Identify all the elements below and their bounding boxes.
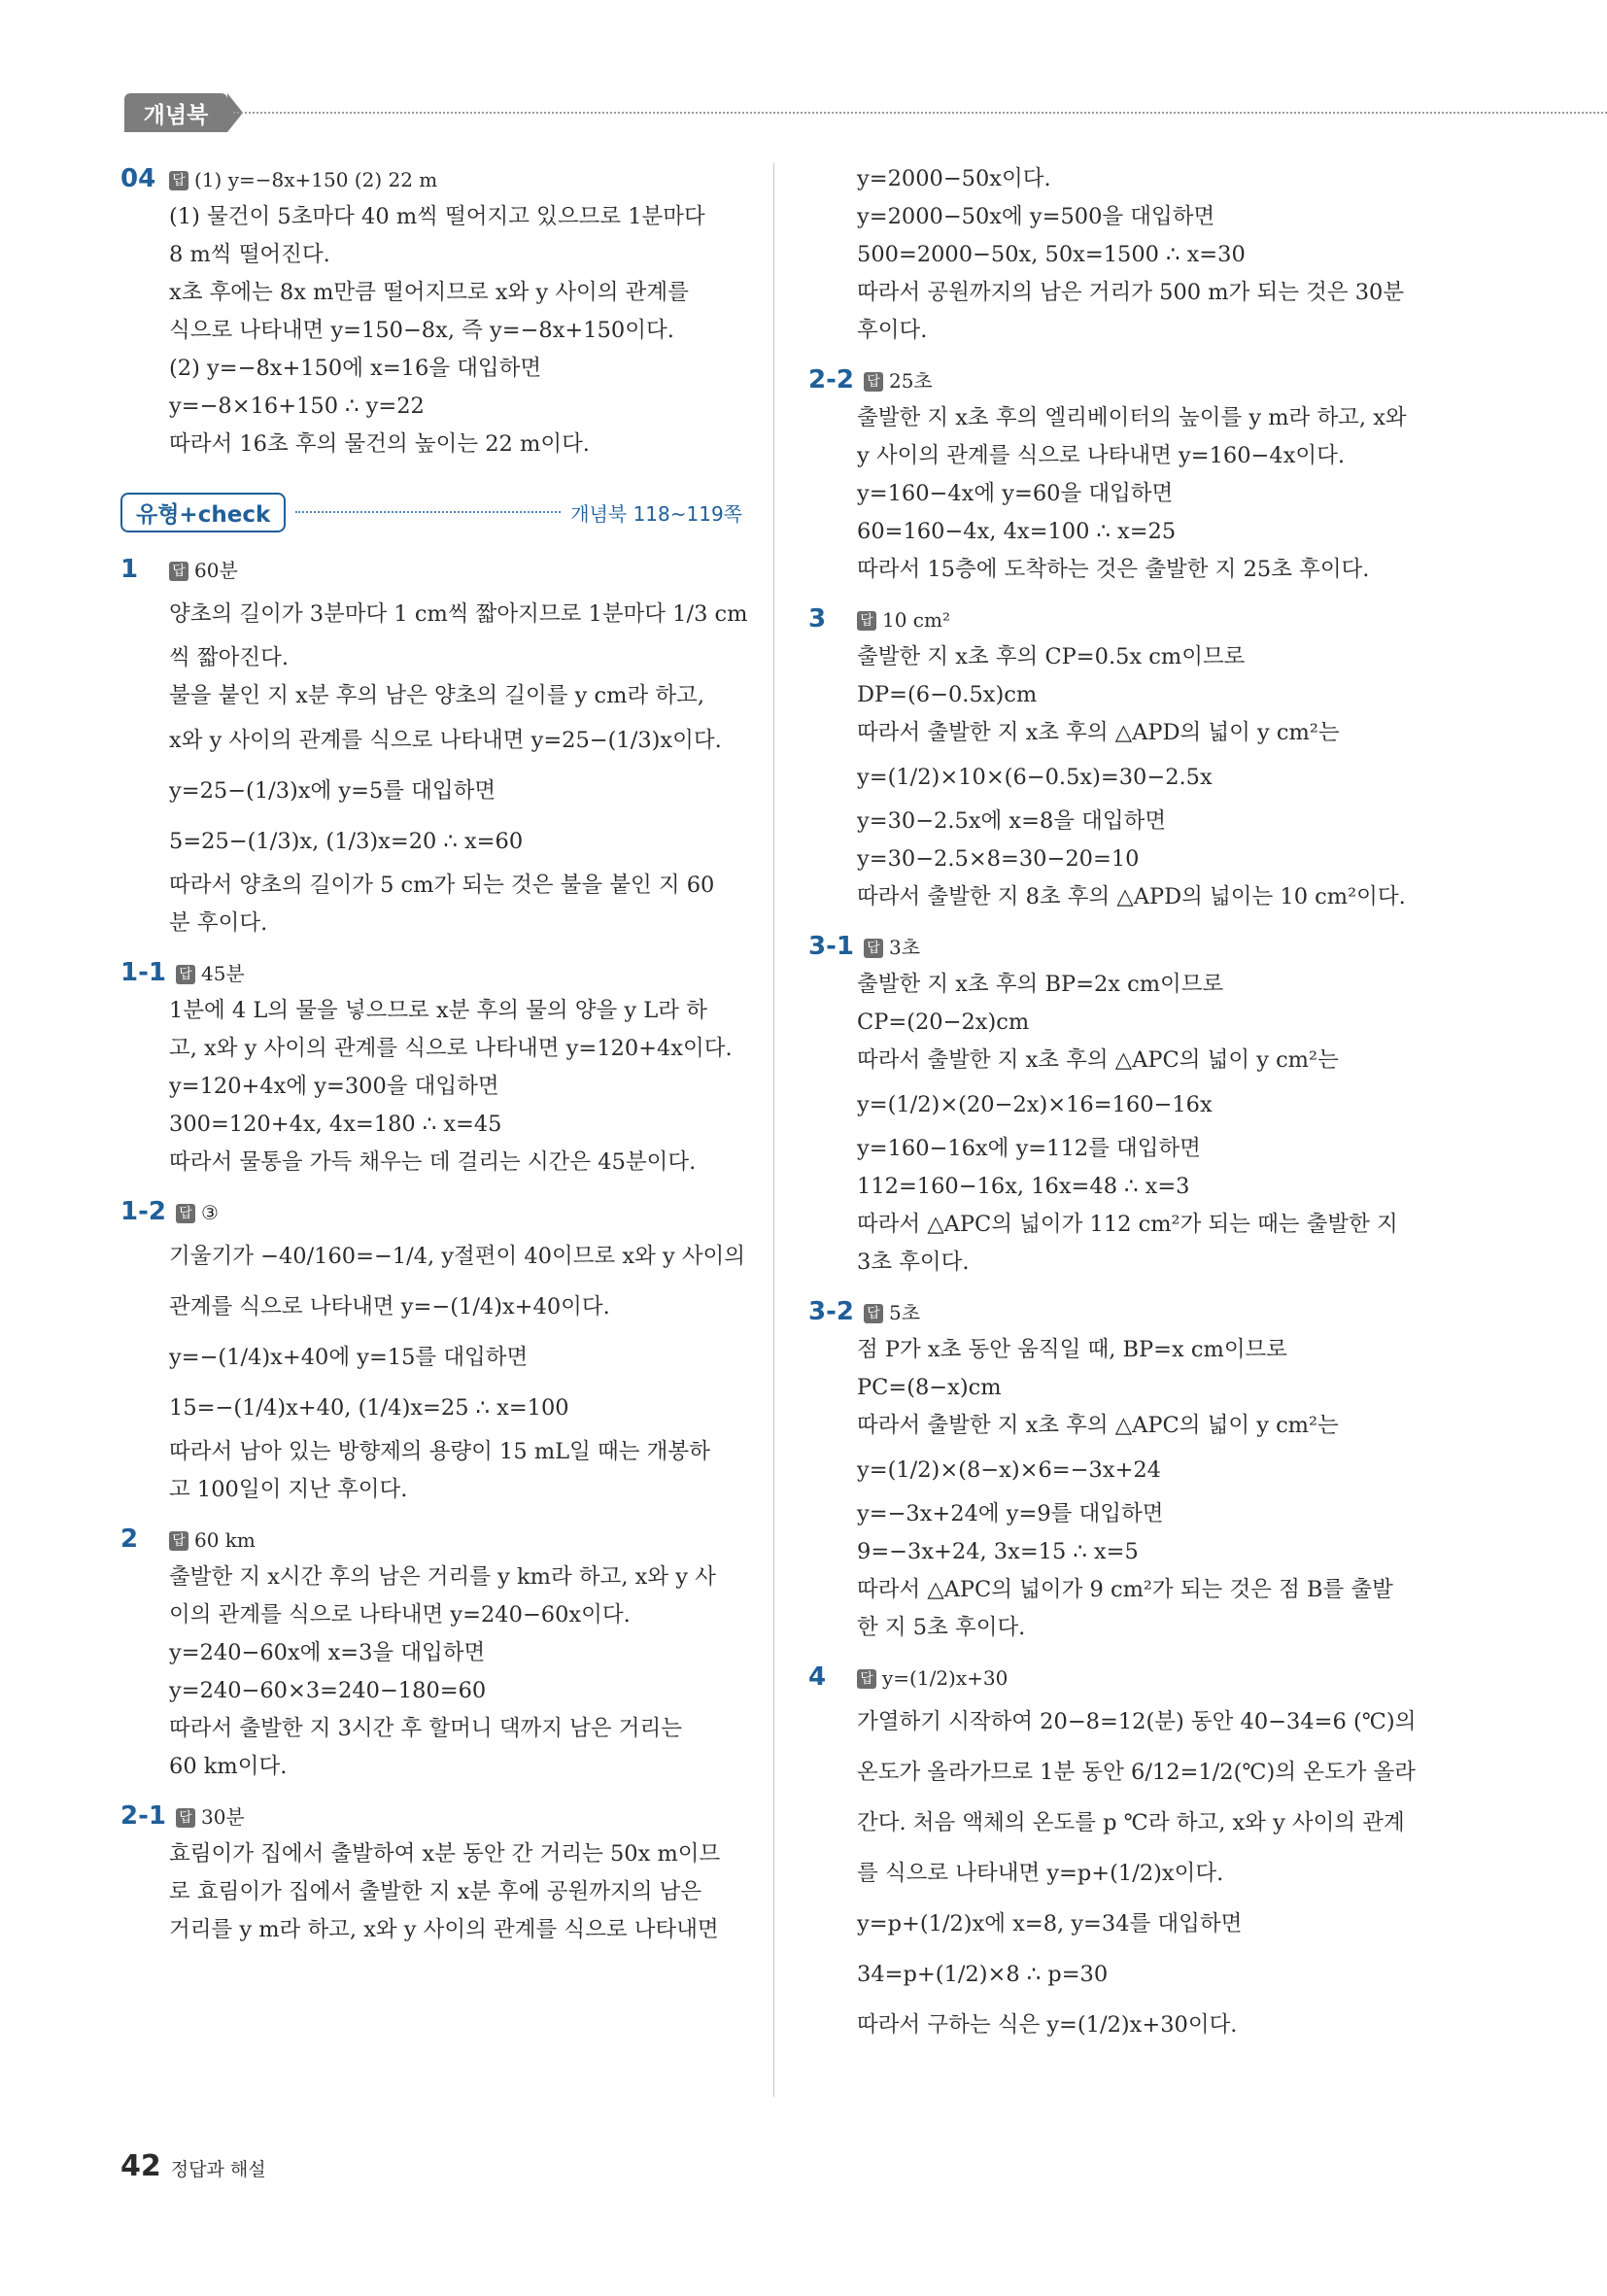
- solution-line: 60 km이다.: [169, 1754, 288, 1779]
- solution-line: 따라서 구하는 식은 y=(1/2)x+30이다.: [857, 2012, 1238, 2038]
- page-number: 42: [120, 2149, 161, 2183]
- footer: [120, 2149, 266, 2183]
- answer-mark-icon: 답: [176, 1808, 195, 1828]
- solution-line: y=−3x+24에 y=9를 대입하면: [857, 1501, 1164, 1526]
- solution-line: 한 지 5초 후이다.: [857, 1615, 1026, 1640]
- solution-line: y=(1/2)×(20−2x)×16=160−16x: [857, 1092, 1213, 1117]
- solution-line: 9=−3x+24, 3x=15 ∴ x=5: [857, 1539, 1139, 1564]
- solution-line: y=2000−50x이다.: [857, 166, 1051, 191]
- problem-number: 3-1: [808, 932, 854, 961]
- solution-line: 를 식으로 나타내면 y=p+(1/2)x이다.: [857, 1861, 1224, 1886]
- problem-number: 3-2: [808, 1297, 854, 1326]
- answer-mark-icon: 답: [864, 372, 883, 392]
- solution-line: 따라서 공원까지의 남은 거리가 500 m가 되는 것은 30분: [857, 280, 1405, 305]
- solution-line: 8 m씩 떨어진다.: [169, 242, 330, 267]
- solution-line: 출발한 지 x초 후의 엘리베이터의 높이를 y m라 하고, x와: [857, 405, 1407, 430]
- solution-line: 로 효림이가 집에서 출발한 지 x분 후에 공원까지의 남은: [169, 1879, 702, 1904]
- answer-text: 5초: [888, 1301, 921, 1324]
- solution-line: 따라서 양초의 길이가 5 cm가 되는 것은 불을 붙인 지 60: [169, 873, 715, 898]
- solution-line: 온도가 올라가므로 1분 동안 6/12=1/2(℃)의 온도가 올라: [857, 1760, 1417, 1785]
- solution-line: 불을 붙인 지 x분 후의 남은 양초의 길이를 y cm라 하고,: [169, 683, 704, 708]
- solution-line: (1) 물건이 5초마다 40 m씩 떨어지고 있으므로 1분마다: [169, 204, 705, 229]
- solution-line: y=30−2.5×8=30−20=10: [857, 846, 1140, 872]
- footer-label: 정답과 해설: [170, 2159, 266, 2180]
- solution-line: y=160−16x에 y=112를 대입하면: [857, 1136, 1201, 1161]
- answer-mark-icon: 답: [176, 965, 195, 984]
- solution-line: y=(1/2)×(8−x)×6=−3x+24: [857, 1457, 1161, 1483]
- solution-line: 출발한 지 x초 후의 BP=2x cm이므로: [857, 972, 1224, 997]
- answer-text: 60분: [194, 559, 238, 582]
- solution-line: y=25−(1/3)x에 y=5를 대입하면: [169, 778, 496, 804]
- solution-line: y=240−60×3=240−180=60: [169, 1678, 487, 1703]
- solution-line: y 사이의 관계를 식으로 나타내면 y=160−4x이다.: [857, 443, 1346, 468]
- left-column: [120, 160, 748, 1949]
- problem-number: 1-2: [120, 1197, 166, 1226]
- solution-line: 출발한 지 x시간 후의 남은 거리를 y km라 하고, x와 y 사: [169, 1564, 716, 1590]
- solution-line: 15=−(1/4)x+40, (1/4)x=25 ∴ x=100: [169, 1395, 569, 1421]
- solution-line: 따라서 남아 있는 방향제의 용량이 15 mL일 때는 개봉하: [169, 1439, 710, 1464]
- header-dotted-rule: [233, 112, 1607, 114]
- solution-line: 고 100일이 지난 후이다.: [169, 1477, 408, 1502]
- problem-answer-line: [808, 1293, 1430, 1331]
- solution-line: PC=(8−x)cm: [857, 1375, 1002, 1400]
- problem-number: 2-1: [120, 1801, 166, 1831]
- solution-line: (2) y=−8x+150에 x=16을 대입하면: [169, 356, 542, 381]
- solution-line: y=30−2.5x에 x=8을 대입하면: [857, 808, 1167, 834]
- section-header: [120, 485, 742, 539]
- answer-text: 3초: [888, 936, 921, 959]
- solution-line: 따라서 15층에 도착하는 것은 출발한 지 25초 후이다.: [857, 557, 1370, 582]
- solution-line: 112=160−16x, 16x=48 ∴ x=3: [857, 1174, 1190, 1199]
- solution-line: 거리를 y m라 하고, x와 y 사이의 관계를 식으로 나타내면: [169, 1917, 719, 1942]
- problem-number: 04: [120, 164, 156, 193]
- problem-number: 1-1: [120, 958, 166, 987]
- solution-line: y=160−4x에 y=60을 대입하면: [857, 481, 1174, 506]
- problem-answer-line: [808, 600, 1430, 638]
- solution-line: 관계를 식으로 나타내면 y=−(1/4)x+40이다.: [169, 1294, 610, 1319]
- problem-answer-line: [120, 954, 742, 992]
- answer-text: ③: [200, 1201, 219, 1224]
- solution-line: 따라서 16초 후의 물건의 높이는 22 m이다.: [169, 431, 590, 457]
- solution-line: y=p+(1/2)x에 x=8, y=34를 대입하면: [857, 1911, 1243, 1936]
- problem-number: 1: [120, 555, 139, 584]
- answer-text: y=(1/2)x+30: [882, 1666, 1009, 1690]
- solution-line: 500=2000−50x, 50x=1500 ∴ x=30: [857, 242, 1246, 267]
- solution-line: 양초의 길이가 3분마다 1 cm씩 짧아지므로 1분마다 1/3 cm: [169, 601, 748, 627]
- solution-line: 분 후이다.: [169, 910, 268, 936]
- solution-line: 따라서 △APC의 넓이가 9 cm²가 되는 것은 점 B를 출발: [857, 1577, 1393, 1602]
- solution-line: 후이다.: [857, 318, 928, 343]
- problem-answer-line: [808, 1659, 1430, 1696]
- solution-line: 따라서 출발한 지 x초 후의 △APC의 넓이 y cm²는: [857, 1047, 1339, 1073]
- solution-line: y=(1/2)×10×(6−0.5x)=30−2.5x: [857, 765, 1213, 790]
- solution-line: 따라서 출발한 지 3시간 후 할머니 댁까지 남은 거리는: [169, 1716, 682, 1741]
- solution-line: 60=160−4x, 4x=100 ∴ x=25: [857, 519, 1177, 544]
- answer-mark-icon: 답: [857, 611, 876, 631]
- answer-text: 30분: [200, 1805, 245, 1829]
- solution-line: DP=(6−0.5x)cm: [857, 682, 1038, 707]
- solution-line: x와 y 사이의 관계를 식으로 나타내면 y=25−(1/3)x이다.: [169, 728, 722, 753]
- solution-line: 식으로 나타내면 y=150−8x, 즉 y=−8x+150이다.: [169, 318, 674, 343]
- solution-line: y=−(1/4)x+40에 y=15를 대입하면: [169, 1345, 529, 1370]
- answer-text: 45분: [200, 962, 245, 985]
- solution-line: y=2000−50x에 y=500을 대입하면: [857, 204, 1215, 229]
- section-label: 유형+check: [120, 493, 286, 532]
- header-tab: [124, 93, 227, 132]
- solution-line: 3초 후이다.: [857, 1250, 970, 1275]
- solution-line: 고, x와 y 사이의 관계를 식으로 나타내면 y=120+4x이다.: [169, 1036, 733, 1061]
- problem-answer-line: [808, 361, 1430, 399]
- answer-text: 25초: [888, 369, 933, 393]
- solution-line: y=120+4x에 y=300을 대입하면: [169, 1074, 499, 1099]
- answer-mark-icon: 답: [857, 1669, 876, 1689]
- section-page-ref: 개념북 118~119쪽: [570, 501, 742, 526]
- solution-line: 간다. 처음 액체의 온도를 p ℃라 하고, x와 y 사이의 관계: [857, 1810, 1405, 1835]
- answer-text: (1) y=−8x+150 (2) 22 m: [194, 168, 438, 191]
- problem-answer-line: [120, 1193, 742, 1231]
- problem-answer-line: [120, 551, 742, 589]
- solution-line: 씩 짧아진다.: [169, 645, 289, 670]
- solution-line: y=−8×16+150 ∴ y=22: [169, 394, 425, 419]
- solution-line: 따라서 출발한 지 8초 후의 △APD의 넓이는 10 cm²이다.: [857, 884, 1406, 909]
- answer-mark-icon: 답: [864, 1304, 883, 1323]
- column-divider: [773, 163, 774, 2097]
- header-tab-label: 개념북: [143, 102, 209, 128]
- answer-mark-icon: 답: [176, 1204, 195, 1223]
- problem-answer-line: [120, 1798, 742, 1835]
- problem-answer-line: [808, 928, 1430, 966]
- solution-line: CP=(20−2x)cm: [857, 1010, 1030, 1035]
- problem-number: 4: [808, 1662, 827, 1692]
- problem-number: 3: [808, 604, 827, 634]
- solution-line: 5=25−(1/3)x, (1/3)x=20 ∴ x=60: [169, 829, 524, 854]
- solution-line: 효림이가 집에서 출발하여 x분 동안 간 거리는 50x m이므: [169, 1841, 721, 1867]
- solution-line: 기울기가 −40/160=−1/4, y절편이 40이므로 x와 y 사이의: [169, 1244, 746, 1269]
- answer-mark-icon: 답: [169, 562, 188, 581]
- answer-text: 60 km: [194, 1528, 256, 1552]
- section-dotted-rule: [295, 511, 561, 513]
- solution-line: 따라서 물통을 가득 채우는 데 걸리는 시간은 45분이다.: [169, 1149, 697, 1175]
- problem-number: 2: [120, 1525, 139, 1554]
- solution-line: 출발한 지 x초 후의 CP=0.5x cm이므로: [857, 644, 1246, 669]
- solution-line: 34=p+(1/2)×8 ∴ p=30: [857, 1962, 1109, 1987]
- answer-mark-icon: 답: [169, 1531, 188, 1551]
- answer-mark-icon: 답: [169, 171, 188, 190]
- solution-line: y=240−60x에 x=3을 대입하면: [169, 1640, 486, 1665]
- solution-line: 점 P가 x초 동안 움직일 때, BP=x cm이므로: [857, 1337, 1288, 1362]
- solution-line: 따라서 출발한 지 x초 후의 △APD의 넓이 y cm²는: [857, 720, 1340, 745]
- solution-line: 가열하기 시작하여 20−8=12(분) 동안 40−34=6 (℃)의: [857, 1709, 1417, 1734]
- solution-line: 1분에 4 L의 물을 넣으므로 x분 후의 물의 양을 y L라 하: [169, 998, 707, 1023]
- answer-mark-icon: 답: [864, 939, 883, 958]
- solution-line: 이의 관계를 식으로 나타내면 y=240−60x이다.: [169, 1602, 631, 1628]
- solution-line: x초 후에는 8x m만큼 떨어지므로 x와 y 사이의 관계를: [169, 280, 689, 305]
- solution-line: 따라서 출발한 지 x초 후의 △APC의 넓이 y cm²는: [857, 1413, 1339, 1438]
- solution-line: 따라서 △APC의 넓이가 112 cm²가 되는 때는 출발한 지: [857, 1212, 1398, 1237]
- problem-answer-line: [120, 160, 742, 198]
- solution-line: 300=120+4x, 4x=180 ∴ x=45: [169, 1112, 502, 1137]
- problem-answer-line: [120, 1521, 742, 1559]
- answer-text: 10 cm²: [882, 608, 950, 632]
- right-column: [808, 160, 1430, 2050]
- problem-number: 2-2: [808, 365, 854, 394]
